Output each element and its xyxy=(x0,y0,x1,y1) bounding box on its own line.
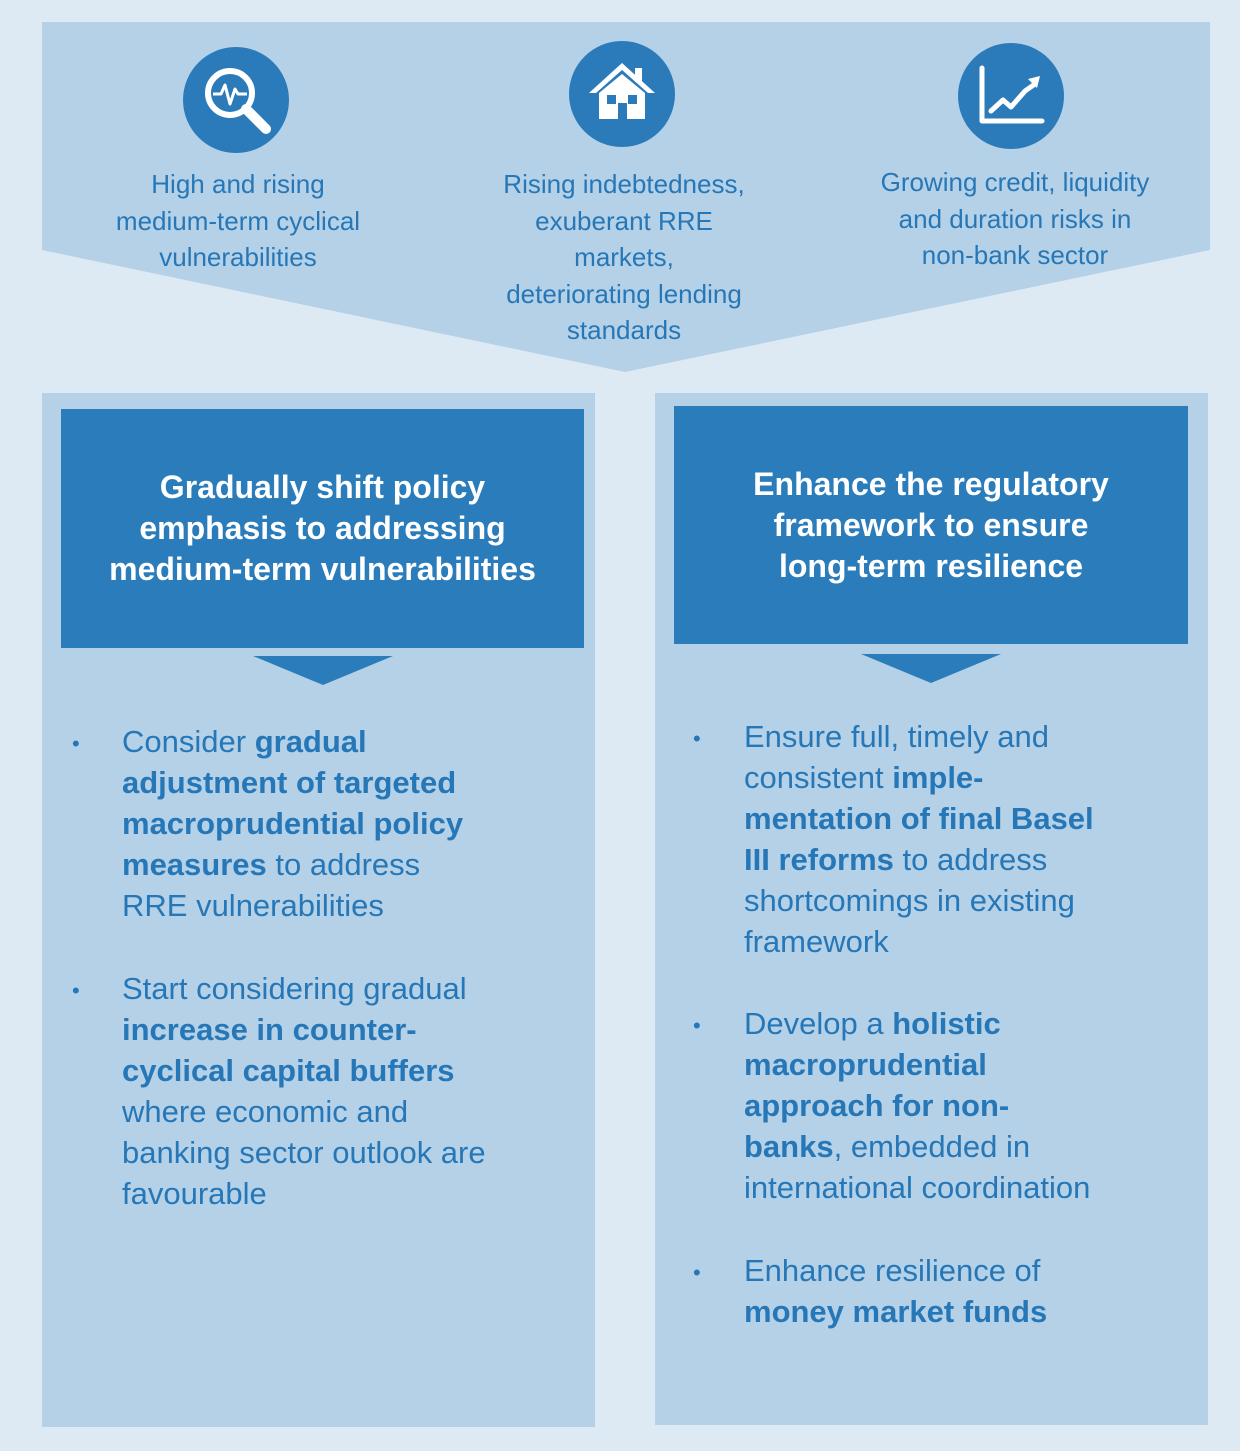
rising-chart-icon xyxy=(958,43,1064,149)
bullet-marker: • xyxy=(72,978,80,1003)
house-icon xyxy=(569,41,675,147)
bullet-marker: • xyxy=(693,1013,701,1038)
bullet-basel-reforms: Ensure full, timely and consistent imple- mentation of final Basel III reforms to address shortcomings in existing framework xyxy=(744,719,1094,959)
policy-heading-right: Enhance the regulatory framework to ensure long-term resilience xyxy=(674,406,1188,644)
bullet-rre-measures: Consider gradual adjustment of targeted macroprudential policy measures to address RRE vulnerabilities xyxy=(122,724,464,923)
vulnerability-text-cyclical: High and rising medium-term cyclical vulnerabilities xyxy=(115,169,361,272)
bullet-countercyclical-buffers: Start considering gradual increase in counter- cyclical capital buffers where economic and banking sector outlook are favourable xyxy=(122,971,486,1211)
bullet-marker: • xyxy=(693,726,701,751)
bullet-marker: • xyxy=(693,1260,701,1285)
vulnerability-text-rre: Rising indebtedness, exuberant RRE markets, deteriorating lending standards xyxy=(503,169,745,345)
bullet-money-market-funds: Enhance resilience of money market funds xyxy=(744,1253,1048,1329)
bullet-nonbank-approach: Develop a holistic macroprudential approach for non- banks, embedded in international coordination xyxy=(744,1006,1091,1205)
pointer-arrow-right xyxy=(861,654,1001,684)
vulnerability-text-nonbank: Growing credit, liquidity and duration risks in non-bank sector xyxy=(880,167,1150,270)
policy-heading-left: Gradually shift policy emphasis to addressing medium-term vulnerabilities xyxy=(61,409,584,648)
magnifier-pulse-icon xyxy=(183,47,289,153)
pointer-arrow-left xyxy=(253,656,393,686)
bullet-marker: • xyxy=(72,731,80,756)
